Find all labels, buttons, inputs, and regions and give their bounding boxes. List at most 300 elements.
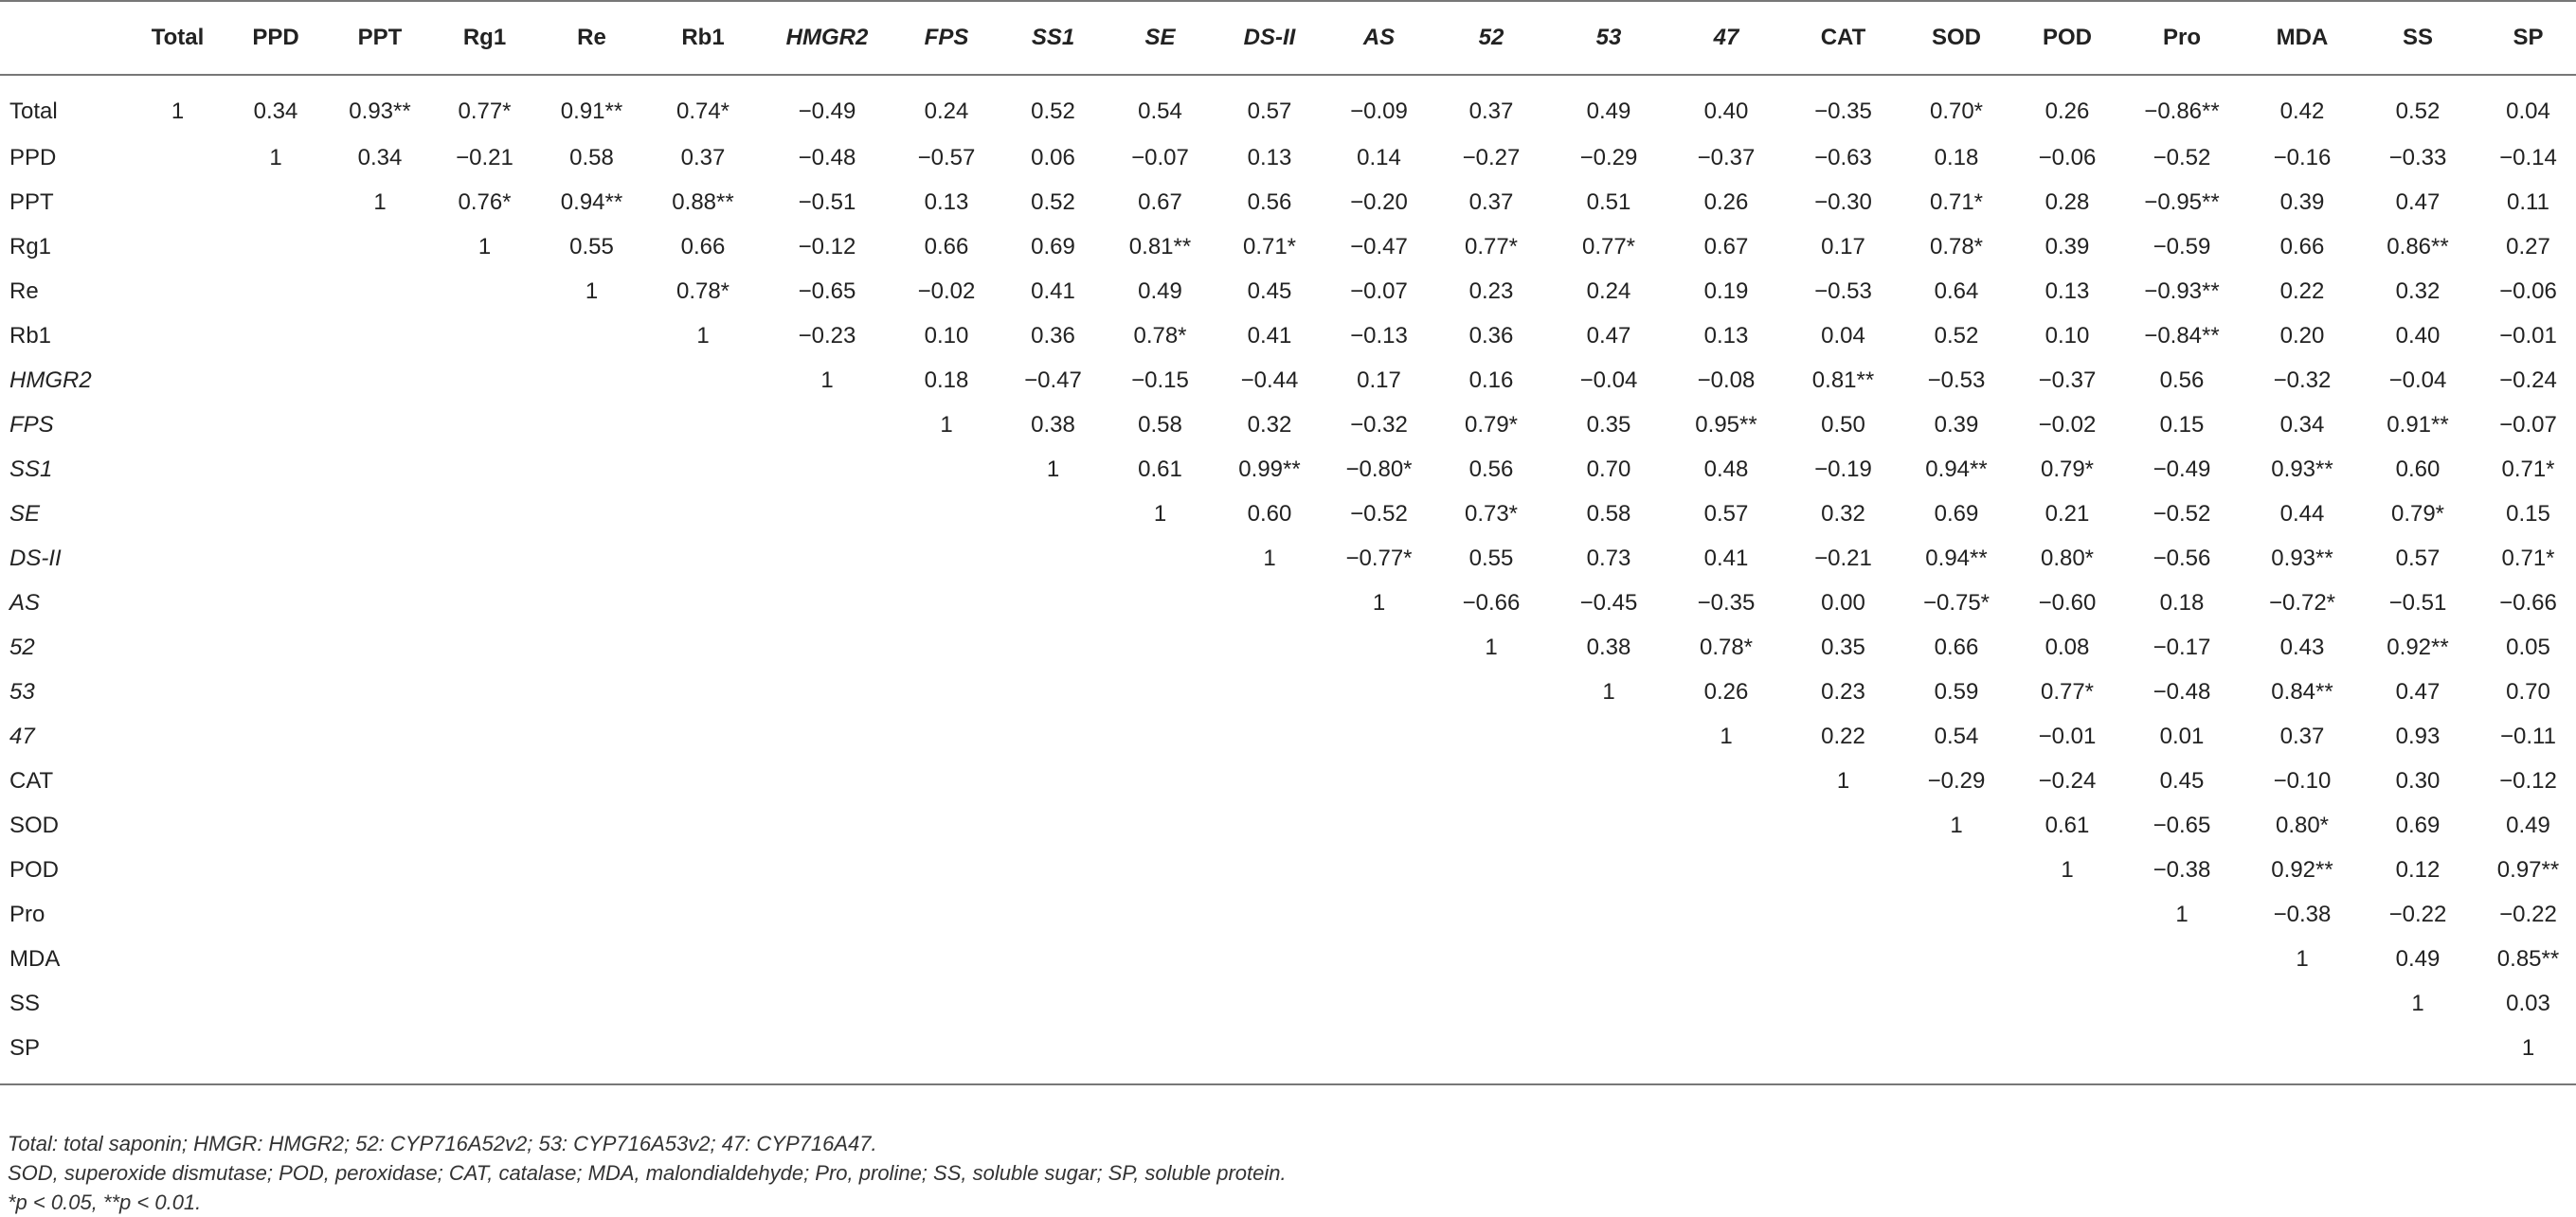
table-cell xyxy=(1901,892,2011,937)
table-cell xyxy=(645,492,761,536)
table-cell xyxy=(431,447,538,492)
table-cell xyxy=(223,536,329,581)
table-cell xyxy=(223,937,329,981)
table-cell xyxy=(645,625,761,670)
footnote-abbreviations-genes: Total: total saponin; HMGR: HMGR2; 52: CYP716A52v2; 53: CYP716A53v2; 47: CYP716A47. xyxy=(8,1132,877,1155)
table-cell: 0.84** xyxy=(2271,678,2333,705)
table-cell: 0.70 xyxy=(1586,456,1631,482)
table-cell: 0.36 xyxy=(1031,322,1075,349)
table-cell: 0.30 xyxy=(2395,767,2441,794)
table-cell xyxy=(1325,670,1432,714)
table-cell: −0.72* xyxy=(2268,589,2336,616)
table-cell: 0.44 xyxy=(2279,500,2325,527)
table-cell: 1 xyxy=(1263,545,1276,571)
table-cell xyxy=(223,803,329,848)
table-cell: −0.32 xyxy=(1350,411,1408,438)
table-cell: 0.76* xyxy=(458,188,512,215)
table-cell xyxy=(645,447,761,492)
table-cell xyxy=(223,269,329,313)
table-cell xyxy=(223,313,329,358)
table-cell: −0.13 xyxy=(1350,322,1408,349)
table-cell xyxy=(1214,759,1325,803)
table-cell: −0.07 xyxy=(1350,277,1408,304)
table-cell xyxy=(223,447,329,492)
table-cell: 0.57 xyxy=(2395,545,2441,571)
table-cell: 0.94** xyxy=(1925,456,1988,482)
table-cell xyxy=(1000,1026,1107,1084)
table-cell xyxy=(1214,803,1325,848)
table-cell xyxy=(1325,937,1432,981)
column-header: Rg1 xyxy=(431,1,538,75)
table-cell xyxy=(893,848,1000,892)
table-cell: 1 xyxy=(269,144,282,170)
table-cell: −0.37 xyxy=(2038,367,2097,393)
table-cell: −0.47 xyxy=(1350,233,1408,260)
table-cell: 0.13 xyxy=(2045,277,2090,304)
table-row xyxy=(0,358,2576,403)
table-cell xyxy=(538,313,645,358)
table-cell xyxy=(133,714,223,759)
table-cell: 1 xyxy=(1372,589,1386,616)
table-cell xyxy=(329,447,431,492)
table-cell: 0.59 xyxy=(1934,678,1979,705)
table-cell: 0.55 xyxy=(569,233,614,260)
column-header: SS xyxy=(2364,1,2472,75)
table-cell: −0.08 xyxy=(1697,367,1756,393)
table-cell: 0.66 xyxy=(924,233,969,260)
table-cell: 0.58 xyxy=(1586,500,1631,527)
table-cell xyxy=(538,670,645,714)
table-cell xyxy=(431,937,538,981)
table-cell xyxy=(223,759,329,803)
table-cell xyxy=(133,224,223,269)
table-cell: −0.11 xyxy=(2500,723,2556,749)
table-cell xyxy=(1550,803,1667,848)
row-label: SS1 xyxy=(9,456,53,482)
column-header: DS-II xyxy=(1214,1,1325,75)
table-cell xyxy=(1432,848,1550,892)
table-cell: −0.29 xyxy=(1579,144,1638,170)
table-row xyxy=(0,937,2576,981)
column-header: 47 xyxy=(1667,1,1785,75)
table-cell: 0.32 xyxy=(1821,500,1865,527)
table-cell: 0.91** xyxy=(560,98,623,124)
table-cell xyxy=(1000,848,1107,892)
table-cell: 0.34 xyxy=(2279,411,2325,438)
table-cell xyxy=(133,180,223,224)
table-cell: −0.52 xyxy=(2153,500,2211,527)
table-cell: 0.28 xyxy=(2045,188,2090,215)
table-cell: −0.80* xyxy=(1345,456,1413,482)
table-cell: 0.36 xyxy=(1468,322,1514,349)
table-cell: −0.30 xyxy=(1814,188,1872,215)
table-cell: 0.56 xyxy=(1247,188,1292,215)
table-cell: 0.24 xyxy=(1586,277,1631,304)
table-cell: 0.56 xyxy=(2159,367,2205,393)
table-cell: 0.47 xyxy=(1586,322,1631,349)
table-cell xyxy=(133,135,223,180)
table-cell xyxy=(2011,892,2123,937)
column-header: MDA xyxy=(2241,1,2364,75)
table-cell: −0.07 xyxy=(1131,144,1189,170)
table-row xyxy=(0,759,2576,803)
table-cell xyxy=(329,981,431,1026)
table-cell: 1 xyxy=(1046,456,1060,482)
table-cell xyxy=(2011,981,2123,1026)
table-cell: 0.93 xyxy=(2395,723,2441,749)
table-cell xyxy=(761,981,893,1026)
table-cell xyxy=(1785,848,1901,892)
table-cell: 0.26 xyxy=(1703,188,1749,215)
table-cell xyxy=(1325,1026,1432,1084)
row-label: Rg1 xyxy=(9,233,52,260)
table-cell: −0.27 xyxy=(1462,144,1521,170)
table-cell: 0.66 xyxy=(2279,233,2325,260)
table-cell xyxy=(1667,1026,1785,1084)
table-cell xyxy=(538,892,645,937)
table-cell: −0.93** xyxy=(2144,277,2220,304)
table-cell xyxy=(761,581,893,625)
table-cell: 0.52 xyxy=(1031,98,1075,124)
table-cell: 1 xyxy=(940,411,953,438)
table-cell: −0.57 xyxy=(917,144,976,170)
table-cell: 0.79* xyxy=(2390,500,2445,527)
table-cell: 0.32 xyxy=(1247,411,1292,438)
table-cell xyxy=(431,403,538,447)
table-cell: 1 xyxy=(1720,723,1733,749)
table-cell xyxy=(1000,759,1107,803)
table-cell xyxy=(1000,670,1107,714)
table-cell xyxy=(223,358,329,403)
table-cell xyxy=(1107,670,1214,714)
table-cell: −0.53 xyxy=(1927,367,1986,393)
table-cell: −0.37 xyxy=(1697,144,1756,170)
column-header: PPT xyxy=(329,1,431,75)
table-cell: 0.10 xyxy=(2045,322,2090,349)
table-cell: −0.29 xyxy=(1927,767,1986,794)
table-cell: 0.86** xyxy=(2387,233,2449,260)
table-cell xyxy=(1432,803,1550,848)
table-cell xyxy=(133,313,223,358)
table-cell: −0.38 xyxy=(2273,901,2332,927)
table-cell: 0.47 xyxy=(2395,678,2441,705)
table-cell: 0.40 xyxy=(2395,322,2441,349)
table-cell xyxy=(329,581,431,625)
table-cell xyxy=(329,403,431,447)
table-cell: −0.23 xyxy=(798,322,856,349)
header-corner xyxy=(0,1,133,75)
table-cell xyxy=(2123,981,2241,1026)
table-cell xyxy=(1550,892,1667,937)
table-cell xyxy=(1000,625,1107,670)
table-cell xyxy=(329,313,431,358)
table-cell: −0.19 xyxy=(1814,456,1872,482)
table-cell: −0.04 xyxy=(2388,367,2447,393)
table-cell xyxy=(329,1026,431,1084)
table-cell xyxy=(133,536,223,581)
table-cell xyxy=(1000,937,1107,981)
table-cell: 0.69 xyxy=(2395,812,2441,838)
table-cell xyxy=(893,1026,1000,1084)
table-cell: 0.51 xyxy=(1586,188,1631,215)
table-cell: 0.11 xyxy=(2507,188,2549,215)
table-cell xyxy=(761,759,893,803)
table-cell: 0.04 xyxy=(1821,322,1865,349)
column-header: PPD xyxy=(223,1,329,75)
table-cell: 0.57 xyxy=(1247,98,1292,124)
table-cell xyxy=(431,892,538,937)
table-cell xyxy=(1785,937,1901,981)
table-cell: 0.49 xyxy=(2395,945,2441,972)
table-cell xyxy=(893,714,1000,759)
table-cell xyxy=(1550,937,1667,981)
table-cell: 0.52 xyxy=(1031,188,1075,215)
row-label: 47 xyxy=(9,723,35,749)
table-cell: −0.02 xyxy=(917,277,976,304)
table-cell xyxy=(133,581,223,625)
row-label: 52 xyxy=(9,634,35,660)
table-cell xyxy=(1432,759,1550,803)
table-cell xyxy=(223,403,329,447)
table-cell: 0.70 xyxy=(2506,678,2550,705)
table-cell: −0.01 xyxy=(2038,723,2097,749)
table-cell: −0.02 xyxy=(2038,411,2097,438)
table-cell xyxy=(538,759,645,803)
row-label: SE xyxy=(9,500,41,527)
table-cell xyxy=(1107,937,1214,981)
table-cell: 0.22 xyxy=(2279,277,2325,304)
table-cell: 0.80* xyxy=(2040,545,2095,571)
table-cell xyxy=(761,848,893,892)
table-cell: 0.38 xyxy=(1586,634,1631,660)
table-cell: 0.55 xyxy=(1468,545,1514,571)
table-cell xyxy=(893,759,1000,803)
table-cell xyxy=(1214,581,1325,625)
table-cell xyxy=(329,848,431,892)
table-cell xyxy=(329,492,431,536)
table-cell xyxy=(1000,581,1107,625)
table-cell: 0.14 xyxy=(1357,144,1401,170)
table-cell: 0.58 xyxy=(1138,411,1182,438)
table-cell xyxy=(645,892,761,937)
table-row xyxy=(0,1026,2576,1084)
table-cell: 0.45 xyxy=(2159,767,2205,794)
table-cell xyxy=(1214,625,1325,670)
table-cell: −0.06 xyxy=(2499,277,2557,304)
table-cell xyxy=(645,848,761,892)
table-cell xyxy=(223,981,329,1026)
table-cell xyxy=(431,981,538,1026)
table-cell xyxy=(645,937,761,981)
table-cell xyxy=(133,358,223,403)
table-cell xyxy=(223,625,329,670)
table-row xyxy=(0,670,2576,714)
table-cell: −0.01 xyxy=(2499,322,2557,349)
table-cell xyxy=(133,848,223,892)
table-cell: 0.95** xyxy=(1695,411,1757,438)
table-cell xyxy=(1325,981,1432,1026)
table-cell xyxy=(133,759,223,803)
table-cell xyxy=(1550,1026,1667,1084)
table-cell xyxy=(133,492,223,536)
table-cell: 1 xyxy=(1836,767,1850,794)
table-cell: 0.13 xyxy=(924,188,969,215)
table-cell xyxy=(1107,848,1214,892)
table-cell: 0.18 xyxy=(2159,589,2205,616)
row-label: PPT xyxy=(9,188,54,215)
table-cell xyxy=(2241,1026,2364,1084)
table-cell xyxy=(1432,1026,1550,1084)
table-cell: 0.77* xyxy=(1464,233,1519,260)
table-cell xyxy=(761,803,893,848)
table-body xyxy=(0,75,2576,1084)
table-cell xyxy=(1107,892,1214,937)
header-row xyxy=(0,1,2576,75)
row-label: POD xyxy=(9,856,60,883)
table-cell: 0.99** xyxy=(1238,456,1301,482)
table-cell: 1 xyxy=(373,188,387,215)
table-cell xyxy=(1325,803,1432,848)
table-cell: −0.95** xyxy=(2144,188,2220,215)
table-row xyxy=(0,892,2576,937)
table-cell xyxy=(1432,714,1550,759)
table-cell xyxy=(645,1026,761,1084)
table-cell xyxy=(538,937,645,981)
table-cell: −0.35 xyxy=(1697,589,1756,616)
column-header: CAT xyxy=(1785,1,1901,75)
table-cell: −0.65 xyxy=(2153,812,2211,838)
table-cell: −0.48 xyxy=(2153,678,2211,705)
table-cell xyxy=(133,803,223,848)
table-cell: 0.39 xyxy=(2279,188,2325,215)
table-cell: 0.39 xyxy=(2045,233,2090,260)
table-cell xyxy=(329,625,431,670)
table-cell: 0.77* xyxy=(458,98,512,124)
table-cell: −0.38 xyxy=(2153,856,2211,883)
table-header xyxy=(0,1,2576,75)
table-cell xyxy=(1667,937,1785,981)
table-cell xyxy=(133,670,223,714)
table-cell xyxy=(2011,1026,2123,1084)
table-cell: −0.47 xyxy=(1024,367,1082,393)
table-cell xyxy=(1667,803,1785,848)
table-cell xyxy=(329,937,431,981)
table-cell xyxy=(761,447,893,492)
table-cell xyxy=(431,269,538,313)
table-cell xyxy=(1550,848,1667,892)
table-cell: −0.20 xyxy=(1350,188,1408,215)
table-cell xyxy=(329,536,431,581)
table-cell: 0.37 xyxy=(680,144,726,170)
table-cell xyxy=(1000,892,1107,937)
table-cell: 0.12 xyxy=(2395,856,2441,883)
column-header: 53 xyxy=(1550,1,1667,75)
table-cell: 0.39 xyxy=(1934,411,1979,438)
row-label: Re xyxy=(9,277,39,304)
table-cell: 0.85** xyxy=(2496,945,2560,972)
table-cell xyxy=(1667,848,1785,892)
table-cell xyxy=(761,536,893,581)
table-cell xyxy=(329,714,431,759)
table-cell: −0.06 xyxy=(2038,144,2097,170)
table-cell xyxy=(893,447,1000,492)
footnote-significance: *p < 0.05, **p < 0.01. xyxy=(8,1190,202,1214)
table-cell xyxy=(1214,937,1325,981)
table-cell xyxy=(761,403,893,447)
table-cell: 0.49 xyxy=(1586,98,1631,124)
table-cell: 0.42 xyxy=(2279,98,2325,124)
table-cell xyxy=(538,1026,645,1084)
table-cell: 0.04 xyxy=(2506,98,2550,124)
table-cell xyxy=(1107,1026,1214,1084)
table-cell xyxy=(645,403,761,447)
column-header: POD xyxy=(2011,1,2123,75)
table-cell xyxy=(223,714,329,759)
table-cell: 0.79* xyxy=(1464,411,1519,438)
table-cell xyxy=(645,536,761,581)
table-cell: 0.19 xyxy=(1703,277,1749,304)
table-cell xyxy=(329,269,431,313)
table-cell xyxy=(538,581,645,625)
table-cell: 0.50 xyxy=(1821,411,1865,438)
table-cell xyxy=(1550,759,1667,803)
table-cell xyxy=(431,625,538,670)
table-cell xyxy=(1785,803,1901,848)
table-cell xyxy=(1000,714,1107,759)
column-header: Re xyxy=(538,1,645,75)
table-cell: 1 xyxy=(820,367,834,393)
table-cell: 0.92** xyxy=(2271,856,2333,883)
table-cell: −0.22 xyxy=(2388,901,2447,927)
table-cell: −0.66 xyxy=(1462,589,1521,616)
table-cell: 0.74* xyxy=(676,98,730,124)
table-cell xyxy=(329,224,431,269)
table-cell: 0.15 xyxy=(2159,411,2205,438)
table-cell xyxy=(538,848,645,892)
table-cell: 0.78* xyxy=(1699,634,1754,660)
table-cell xyxy=(431,581,538,625)
table-cell: −0.52 xyxy=(1350,500,1408,527)
table-cell xyxy=(133,447,223,492)
table-cell: 0.18 xyxy=(924,367,969,393)
table-cell xyxy=(1000,803,1107,848)
column-header: 52 xyxy=(1432,1,1550,75)
table-cell xyxy=(1325,759,1432,803)
table-cell xyxy=(1214,670,1325,714)
table-cell: 0.37 xyxy=(2279,723,2325,749)
table-cell: 0.49 xyxy=(2506,812,2550,838)
table-cell: 1 xyxy=(477,233,492,260)
table-cell: −0.07 xyxy=(2499,411,2557,438)
column-header: AS xyxy=(1325,1,1432,75)
table-cell xyxy=(223,492,329,536)
table-cell: −0.22 xyxy=(2499,901,2557,927)
table-cell: 0.54 xyxy=(1138,98,1182,124)
table-cell xyxy=(893,892,1000,937)
table-cell xyxy=(1901,937,2011,981)
table-cell xyxy=(1107,714,1214,759)
table-cell xyxy=(1000,492,1107,536)
table-cell: 1 xyxy=(1950,812,1963,838)
table-cell: 0.23 xyxy=(1821,678,1865,705)
table-cell: 1 xyxy=(2175,901,2189,927)
row-label: Pro xyxy=(9,901,45,927)
table-cell xyxy=(1901,848,2011,892)
table-cell: 0.34 xyxy=(357,144,403,170)
table-cell xyxy=(431,1026,538,1084)
table-cell: −0.10 xyxy=(2273,767,2332,794)
table-cell xyxy=(329,670,431,714)
